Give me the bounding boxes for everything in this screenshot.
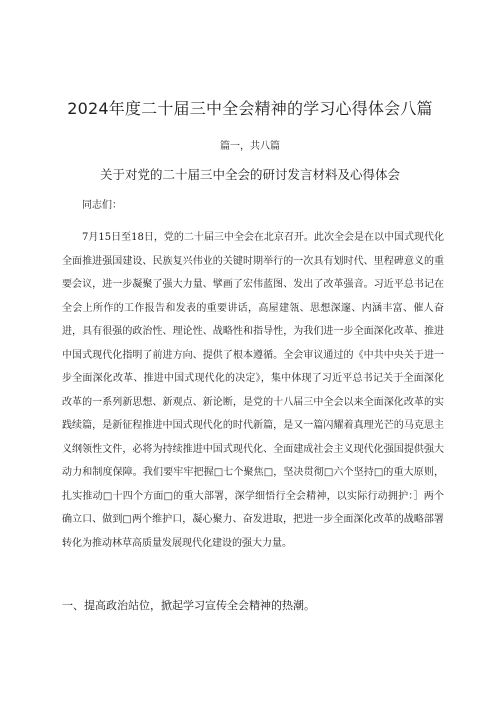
salutation: 同志们： [82, 200, 122, 211]
document-title: 2024年度二十届三中全会精神的学习心得体会八篇 [67, 99, 433, 118]
body-paragraph: 7月15日至18日，党的二十届三中全会在北京召开。此次全会是在以中国式现代化全面推进强国建设、民族复兴伟业的关键时期举行的一次具有划时代、里程碑意义的重要会议，进一步凝聚了强大力量、擘画了宏伟蓝图、发出了改革强音。习近平总书记在全会上所作的工作报告和发表的重要讲话，高屋建瓴、思想深邃、内涵丰富、催人奋进，具有很强的政治性、理论性、战略性和指导性，为我们进一步全面深化改革、推进中国式现代化指明了前进方向、提供了根本遵循。全会审议通过的《中共中央关于进一步全面深化改革、推进中国式现代化的决定》，集中体现了习近平总书记关于全面深化改革的一系列新思想、新观点、新论断，是党的十八届三中全会以来全面深化改革的实践续篇，是新征程推进中国式现代化的时代新篇，是又一篇闪耀着真理光芒的马克思主义纲领性文件，必将为持续推进中国式现代化、全面建成社会主义现代化强国提供强大动力和制度保障。我们要牢牢把握□七个聚焦□，坚决贯彻□六个坚持□的重大原则，扎实推动□十四个方面□的重大部署，深学细悟行全会精神，以实际行动拥护：］两个确立口、做到□两个维护口，凝心聚力、奋发进取，把进一步全面深化改革的战略部署转化为推动林草高质量发展现代化建设的强大力量。 [62, 232, 444, 549]
section-heading: 一、提高政治站位，掀起学习宣传全会精神的热潮。 [62, 599, 315, 612]
speech-title: 关于对党的二十届三中全会的研讨发言材料及心得体会 [99, 167, 400, 182]
part-label: 篇一，共八篇 [220, 141, 280, 152]
